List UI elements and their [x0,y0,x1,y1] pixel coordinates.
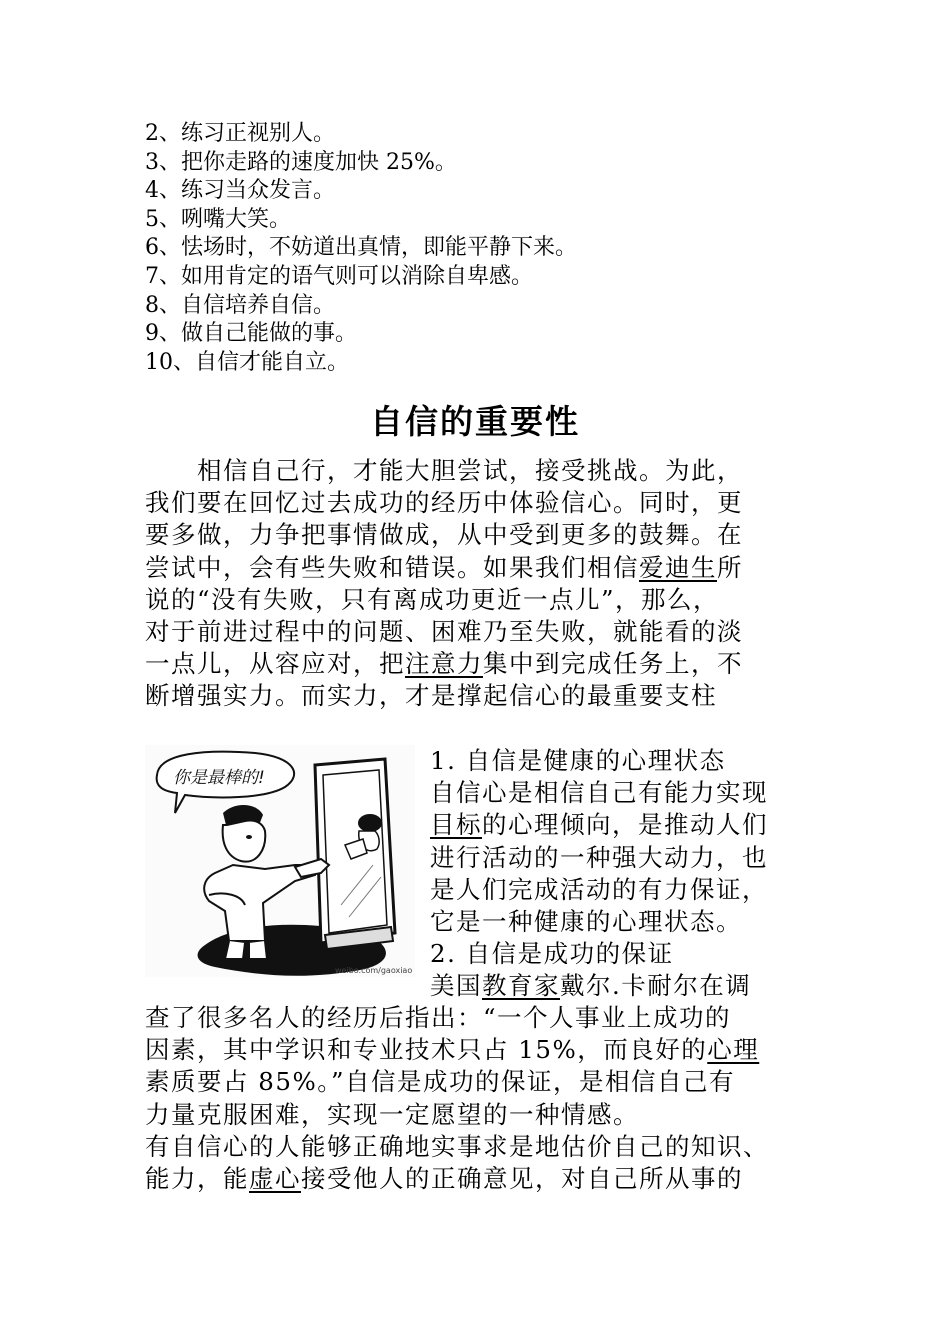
watermark-text: weibo.com/gaoxiao [335,966,413,975]
link-modest[interactable]: 虚心 [249,1163,301,1193]
list-item: 10、自信才能自立。 [145,349,349,375]
bottom-paragraph [145,1002,845,1195]
list-item: 7、如用肯定的语气则可以消除自卑感。 [145,263,533,289]
intro-paragraph [145,455,825,713]
text-line: 的心理倾向，是推动人们 [482,810,768,840]
intro-line: 所 [717,552,743,582]
text-line: 素质要占 85%。”自信是成功的保证，是相信自己有 [145,1067,736,1097]
list-item: 5、咧嘴大笑。 [145,206,291,232]
intro-line: 断增强实力。而实力，才是撑起信心的最重要支柱 [145,681,717,711]
tips-list [145,120,845,377]
link-psychology[interactable]: 心理 [707,1035,760,1065]
text-line: 有自信心的人能够正确地实事求是地估价自己的知识、 [145,1131,769,1161]
intro-line: 要多做，力争把事情做成，从中受到更多的鼓舞。在 [145,520,743,550]
list-item: 3、把你走路的速度加快 25%。 [145,149,457,175]
list-item: 4、练习当众发言。 [145,178,335,204]
intro-line: 对于前进过程中的问题、困难乃至失败，就能看的淡 [145,616,743,646]
heading-mental-state: 1. 自信是健康的心理状态 [430,746,726,775]
text-line: 力量克服困难，实现一定愿望的一种情感。 [145,1099,639,1129]
intro-line: 说的“没有失败，只有离成功更近一点儿”，那么， [145,584,720,614]
link-edison[interactable]: 爱迪生 [639,552,717,582]
list-item: 9、做自己能做的事。 [145,321,357,347]
intro-line: 一点儿，从容应对，把 [145,649,405,679]
list-item: 6、怯场时，不妨道出真情，即能平静下来。 [145,235,577,261]
side-text [430,745,830,1003]
cartoon-illustration [145,745,415,977]
text-line: 它是一种健康的心理状态。 [430,906,742,936]
text-line: 查了很多名人的经历后指出：“一个人事业上成功的 [145,1003,732,1032]
list-item: 8、自信培养自信。 [145,292,335,318]
intro-line: 我们要在回忆过去成功的经历中体验信心。同时，更 [145,488,743,518]
text-line: 美国 [430,971,482,1001]
cartoon-drawing [145,745,415,977]
speech-text: 你是最棒的! [173,768,265,788]
text-line: 因素，其中学识和专业技术只占 15%，而良好的 [145,1035,708,1065]
text-line: 进行活动的一种强大动力，也 [430,842,768,872]
text-line: 能力，能 [145,1163,249,1193]
link-attention[interactable]: 注意力 [405,649,483,679]
list-item: 2、练习正视别人。 [145,121,335,146]
link-goal[interactable]: 目标 [430,810,482,840]
intro-line: 相信自己行，才能大胆尝试，接受挑战。为此， [145,456,743,485]
intro-line: 尝试中，会有些失败和错误。如果我们相信 [145,552,639,582]
text-line: 戴尔.卡耐尔在调 [560,971,752,1001]
text-line: 自信心是相信自己有能力实现 [430,778,768,808]
text-line: 接受他人的正确意见，对自己所从事的 [301,1163,743,1193]
intro-line: 集中到完成任务上，不 [483,649,743,679]
text-line: 是人们完成活动的有力保证， [430,874,768,904]
section-title: 自信的重要性 [370,402,580,441]
link-educator[interactable]: 教育家 [482,971,560,1001]
heading-success: 2. 自信是成功的保证 [430,939,674,969]
